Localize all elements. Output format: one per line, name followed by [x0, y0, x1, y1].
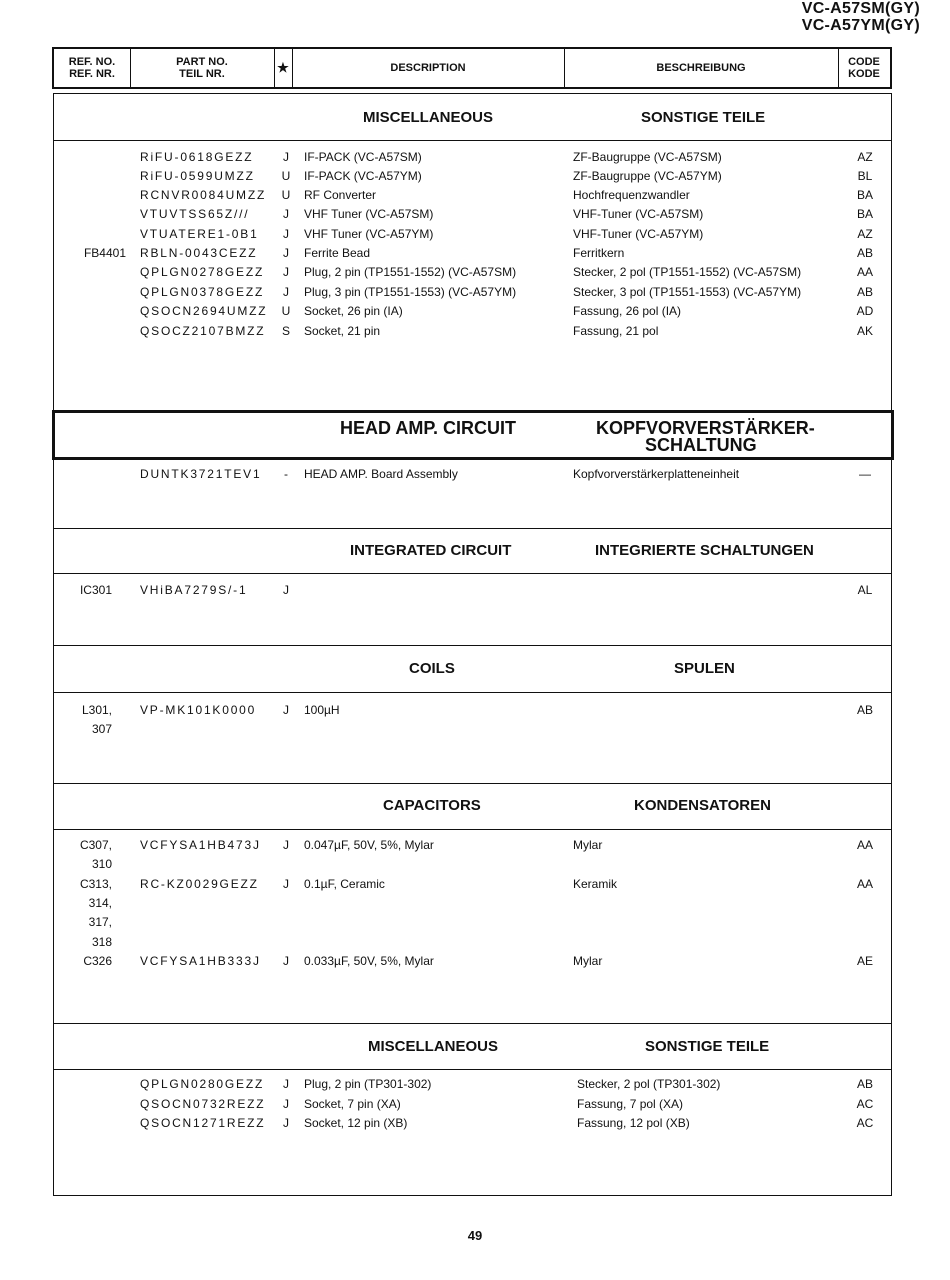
- kode-label: KODE: [848, 68, 880, 80]
- price-code: AC: [856, 1097, 874, 1111]
- table-row: [0, 324, 950, 342]
- misc-title-en: MISCELLANEOUS: [363, 109, 494, 126]
- description: HEAD AMP. Board Assembly: [304, 467, 458, 481]
- description: 0.047µF, 50V, 5%, Mylar: [304, 838, 434, 852]
- table-row: [0, 703, 950, 721]
- table-row: [0, 1077, 950, 1095]
- table-row-continuation: [0, 722, 950, 740]
- coils-title-de: SPULEN: [674, 660, 735, 677]
- beschreibung: Hochfrequenzwandler: [573, 188, 690, 202]
- ref-number: 307: [91, 722, 112, 736]
- part-number: VTUVTSS65Z///: [140, 207, 250, 221]
- price-code: AA: [856, 838, 873, 852]
- column-header: [52, 47, 892, 89]
- head-amp-title-en: HEAD AMP. CIRCUIT: [340, 418, 517, 438]
- ref-no-header: [54, 49, 130, 87]
- description: Socket, 7 pin (XA): [304, 1097, 401, 1111]
- page-number: 49: [467, 1228, 483, 1243]
- star-mark: J: [283, 265, 289, 279]
- description: Plug, 2 pin (TP1551-1552) (VC-A57SM): [304, 265, 517, 279]
- table-row: [0, 838, 950, 856]
- misc-title-de: SONSTIGE TEILE: [641, 109, 766, 126]
- price-code: AE: [856, 954, 873, 968]
- beschreibung: Fassung, 12 pol (XB): [577, 1116, 690, 1130]
- description: IF-PACK (VC-A57YM): [304, 169, 422, 183]
- table-row: [0, 265, 950, 283]
- beschreibung: Fassung, 26 pol (IA): [573, 304, 682, 318]
- star-mark: J: [283, 838, 289, 852]
- caps-title-de: KONDENSATOREN: [634, 797, 771, 814]
- description: IF-PACK (VC-A57SM): [304, 150, 422, 164]
- part-no-header: [130, 49, 274, 87]
- price-code: BA: [856, 207, 873, 221]
- beschreibung: Ferritkern: [573, 246, 625, 260]
- table-row: [0, 1097, 950, 1115]
- star-header: ★: [277, 60, 289, 75]
- description-header: DESCRIPTION: [390, 62, 466, 74]
- star-mark: U: [281, 188, 291, 202]
- part-number: VCFYSA1HB333J: [140, 954, 261, 968]
- table-row: [0, 188, 950, 206]
- part-number: QSOCZ2107BMZZ: [140, 324, 266, 338]
- star-mark: J: [283, 1097, 289, 1111]
- part-number: VHiBA7279S/-1: [140, 583, 248, 597]
- table-row: [0, 1116, 950, 1134]
- star-mark: S: [281, 324, 290, 338]
- star-mark: J: [283, 227, 289, 241]
- ref-number: 310: [91, 857, 112, 871]
- description: 0.1µF, Ceramic: [304, 877, 385, 891]
- star-mark: J: [283, 1077, 289, 1091]
- table-row-continuation: [0, 915, 950, 933]
- price-code: AK: [856, 324, 873, 338]
- price-code: AB: [856, 246, 873, 260]
- table-row-continuation: [0, 896, 950, 914]
- part-number: QPLGN0378GEZZ: [140, 285, 265, 299]
- model-number-ym: VC-A57YM(GY): [801, 17, 920, 34]
- part-number: VP-MK101K0000: [140, 703, 257, 717]
- price-code: AZ: [857, 227, 873, 241]
- part-number: QPLGN0278GEZZ: [140, 265, 265, 279]
- description: Socket, 26 pin (IA): [304, 304, 403, 318]
- part-number: RCNVR0084UMZZ: [140, 188, 267, 202]
- table-row: [0, 285, 950, 303]
- beschreibung: VHF-Tuner (VC-A57YM): [573, 227, 704, 241]
- beschreibung: Mylar: [573, 954, 603, 968]
- description: Socket, 21 pin: [304, 324, 381, 338]
- ic-title-de: INTEGRIERTE SCHALTUNGEN: [595, 542, 814, 559]
- price-code: AC: [856, 1116, 874, 1130]
- part-number: RiFU-0618GEZZ: [140, 150, 254, 164]
- part-number: VTUATERE1-0B1: [140, 227, 259, 241]
- description: Plug, 3 pin (TP1551-1553) (VC-A57YM): [304, 285, 517, 299]
- code-label: CODE: [848, 56, 880, 68]
- beschreibung: ZF-Baugruppe (VC-A57SM): [573, 150, 722, 164]
- price-code: BA: [856, 188, 873, 202]
- beschreibung: Stecker, 2 pol (TP1551-1552) (VC-A57SM): [573, 265, 802, 279]
- teil-nr-label: TEIL NR.: [179, 68, 225, 80]
- star-mark: J: [283, 246, 289, 260]
- price-code: AB: [856, 285, 873, 299]
- part-number: QSOCN0732REZZ: [140, 1097, 266, 1111]
- part-number: VCFYSA1HB473J: [140, 838, 261, 852]
- beschreibung: Mylar: [573, 838, 603, 852]
- description: RF Converter: [304, 188, 377, 202]
- ref-no-label: REF. NO.: [68, 56, 116, 68]
- table-row: [0, 304, 950, 322]
- beschreibung: Keramik: [573, 877, 618, 891]
- ref-number: 317,: [88, 915, 112, 929]
- part-no-label: PART NO.: [176, 56, 228, 68]
- table-row: [0, 583, 950, 601]
- code-header: [838, 49, 890, 87]
- table-row: [0, 877, 950, 895]
- star-mark: U: [281, 304, 291, 318]
- ref-number: C313,: [79, 877, 112, 891]
- description: Socket, 12 pin (XB): [304, 1116, 408, 1130]
- ref-nr-label: REF. NR.: [69, 68, 115, 80]
- price-code: AA: [856, 877, 873, 891]
- ref-number: FB4401: [83, 246, 126, 260]
- price-code: AZ: [857, 150, 873, 164]
- ref-number: 314,: [88, 896, 112, 910]
- price-code: AB: [856, 1077, 873, 1091]
- ref-number: L301,: [81, 703, 112, 717]
- price-code: AL: [857, 583, 873, 597]
- ref-number: C307,: [79, 838, 112, 852]
- beschreibung: Fassung, 21 pol: [573, 324, 659, 338]
- star-mark: J: [283, 150, 289, 164]
- price-code: AD: [856, 304, 874, 318]
- table-row: [0, 207, 950, 225]
- table-row: [0, 169, 950, 187]
- description: Plug, 2 pin (TP301-302): [304, 1077, 432, 1091]
- part-number: QSOCN1271REZZ: [140, 1116, 266, 1130]
- part-number: DUNTK3721TEV1: [140, 467, 262, 481]
- table-row-continuation: [0, 857, 950, 875]
- star-mark: J: [283, 954, 289, 968]
- ref-number: 318: [91, 935, 112, 949]
- price-code: BL: [857, 169, 873, 183]
- price-code: —: [859, 467, 871, 481]
- star-mark: J: [283, 1116, 289, 1130]
- beschreibung: ZF-Baugruppe (VC-A57YM): [573, 169, 722, 183]
- beschreibung: VHF-Tuner (VC-A57SM): [573, 207, 704, 221]
- misc2-title-en: MISCELLANEOUS: [368, 1038, 499, 1055]
- description: 0.033µF, 50V, 5%, Mylar: [304, 954, 434, 968]
- ref-number: IC301: [79, 583, 112, 597]
- beschreibung: Kopfvorverstärkerplatteneinheit: [573, 467, 740, 481]
- beschreibung: Stecker, 2 pol (TP301-302): [577, 1077, 721, 1091]
- ic-title-en: INTEGRATED CIRCUIT: [350, 542, 512, 559]
- star-mark: -: [284, 467, 288, 481]
- beschreibung: Stecker, 3 pol (TP1551-1553) (VC-A57YM): [573, 285, 802, 299]
- table-row: [0, 150, 950, 168]
- beschreibung: Fassung, 7 pol (XA): [577, 1097, 684, 1111]
- head-amp-title-de-line1: KOPFVORVERSTÄRKER-: [596, 418, 815, 438]
- star-mark: U: [281, 169, 291, 183]
- part-number: RiFU-0599UMZZ: [140, 169, 255, 183]
- ref-number: C326: [83, 954, 112, 968]
- price-code: AB: [856, 703, 873, 717]
- description: Ferrite Bead: [304, 246, 371, 260]
- misc2-title-de: SONSTIGE TEILE: [645, 1038, 770, 1055]
- star-mark: J: [283, 703, 289, 717]
- table-row-continuation: [0, 935, 950, 953]
- price-code: AA: [856, 265, 873, 279]
- beschreibung-header: BESCHREIBUNG: [656, 62, 746, 74]
- star-mark: J: [283, 207, 289, 221]
- coils-title-en: COILS: [409, 660, 455, 677]
- part-number: RBLN-0043CEZZ: [140, 246, 258, 260]
- star-mark: J: [283, 877, 289, 891]
- star-mark: J: [283, 583, 289, 597]
- model-number-sm: VC-A57SM(GY): [801, 0, 920, 17]
- head-amp-title-de-line2: SCHALTUNG: [645, 435, 757, 455]
- table-row: [0, 954, 950, 972]
- description: VHF Tuner (VC-A57YM): [304, 227, 434, 241]
- part-number: QSOCN2694UMZZ: [140, 304, 268, 318]
- star-mark: J: [283, 285, 289, 299]
- table-row: [0, 227, 950, 245]
- description: VHF Tuner (VC-A57SM): [304, 207, 434, 221]
- part-number: RC-KZ0029GEZZ: [140, 877, 259, 891]
- table-row: [0, 467, 950, 485]
- table-row: [0, 246, 950, 264]
- description: 100µH: [304, 703, 340, 717]
- part-number: QPLGN0280GEZZ: [140, 1077, 265, 1091]
- caps-title-en: CAPACITORS: [383, 797, 481, 814]
